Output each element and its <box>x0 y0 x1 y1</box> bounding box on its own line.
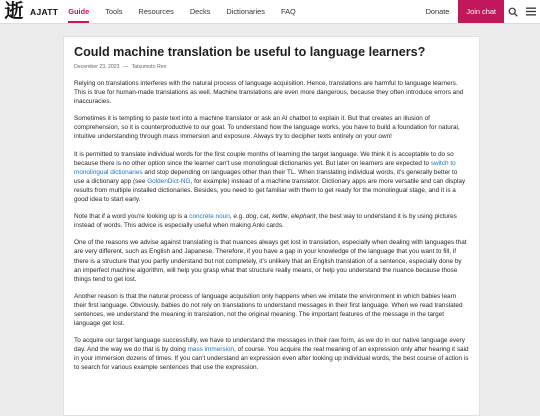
goldendict-ng-link[interactable]: GoldenDict-NG <box>147 177 191 185</box>
switch-to-monolingual-link[interactable]: switch to monolingual dictionaries <box>74 159 456 176</box>
top-navbar <box>0 0 540 24</box>
nav-item-guide[interactable]: Guide <box>68 0 89 23</box>
paragraph-6: Another reason is that the natural process of language acquisition only happens when we imitate the environment in which babies learn their first language. Obviously, babies do not rely on translations to understand messages in their first language. When we read translated sentences, we understand the meaning in translation, not the original meaning. The important features of the message in the target language get lost. <box>74 292 463 328</box>
article-title: Could machine translation be useful to language learners? <box>74 45 426 59</box>
article-meta <box>74 64 469 70</box>
article-date: December 23, 2023 <box>74 64 120 70</box>
article-author: Tatsumoto Ren <box>131 64 167 70</box>
nav-item-resources[interactable]: Resources <box>138 7 174 16</box>
paragraph-4 <box>74 212 469 230</box>
main-nav <box>68 0 312 23</box>
nav-item-tools[interactable]: Tools <box>105 7 123 16</box>
paragraph-5: One of the reasons we advise against translating is that nuances always get lost in translation, especially when dealing with languages that are very different, such as English and Japanese. Therefore, if you have a gap in your knowledge of the language that you want to fill, if there is a structure that you partly understand but not completely, it's unlikely that an English translation of a sentence, especially done by an imperfect machine algorithm, will help you grasp what that structure really means, or help you understand the nuance because those things tend to get lost. <box>74 239 467 283</box>
example-word: kettle <box>272 213 288 221</box>
comma: , <box>268 213 273 221</box>
nav-item-dictionaries[interactable]: Dictionaries <box>226 7 265 16</box>
menu-icon[interactable] <box>522 0 540 23</box>
example-word: elephant <box>290 213 316 221</box>
paragraph-text: and stop depending on languages other than their TL. When translating individual words, it's generally better to use a dictionary app (see <box>74 168 458 185</box>
article-card <box>63 36 480 416</box>
header-actions <box>426 0 540 23</box>
meta-separator: — <box>123 64 129 70</box>
paragraph-text: Note that if a word you're looking up is a <box>74 213 190 221</box>
example-word: cat <box>260 213 269 221</box>
comma: , <box>287 213 291 221</box>
example-word: dog <box>245 213 257 221</box>
logo-kanji-icon: 逝 <box>4 0 24 22</box>
paragraph-7 <box>74 336 469 372</box>
search-icon[interactable] <box>504 0 522 23</box>
join-chat-button[interactable]: Join chat <box>458 0 504 23</box>
site-logo[interactable] <box>0 0 68 23</box>
nav-item-faq[interactable]: FAQ <box>280 7 296 16</box>
mass-immersion-link[interactable]: mass immersion <box>187 346 235 354</box>
paragraph-3 <box>74 150 469 205</box>
paragraph-2: Sometimes it is tempting to paste text into a machine translator or ask an AI chatbot to explain it. But that creates an illusion of comprehension, so it is counterproductive to our goal. To understand how the language works, you have to build a foundation for natural, intuitive understanding through mass immersion and exposure. Always try to decipher texts entirely on your own! <box>74 115 460 141</box>
site-name: AJATT <box>30 6 59 17</box>
concrete-noun-link[interactable]: concrete noun <box>189 213 230 221</box>
paragraph-text: , e.g. <box>229 213 246 221</box>
paragraph-text: It is permitted to translate individual words for the first couple months of learning the target language. We think it is acceptable to do so because there is no other option since the learner can't use monolingual dictionaries yet. But later on learners are expected to <box>74 150 454 167</box>
nav-item-decks[interactable]: Decks <box>189 7 211 16</box>
donate-link[interactable]: Donate <box>425 7 450 16</box>
paragraph-text: , of course. You acquire the real meaning of an expression only after hearing it said in your immersion dozens of times. If you can't understand an expression even after looking up individual words, the best course of action is to search for various example sentences that use the expression. <box>74 346 469 372</box>
paragraph-text: , the best way to understand it is by using pictures instead of words. This advice is especially useful when making Anki cards. <box>74 213 457 230</box>
paragraph-text: , for example) instead of a machine translator. Dictionary apps are more versatile and can display results from multiple installed dictionaries. Besides, you need to get familiar with them to get ready for the monolingual stage, and it is a good idea to start early. <box>74 177 466 204</box>
paragraph-1: Relying on translations interferes with the natural process of language acquisition. Hence, translations are harmful to language learners. This is true for human-made translations as well. Machine translations are even more dangerous, because they often introduce errors and inaccuracies. <box>74 80 464 106</box>
paragraph-text: To acquire our target language successfully, we have to understand the messages in their raw form, as we do in our native language every day. And the way we do that is by doing <box>74 337 465 354</box>
comma: , <box>256 213 260 221</box>
